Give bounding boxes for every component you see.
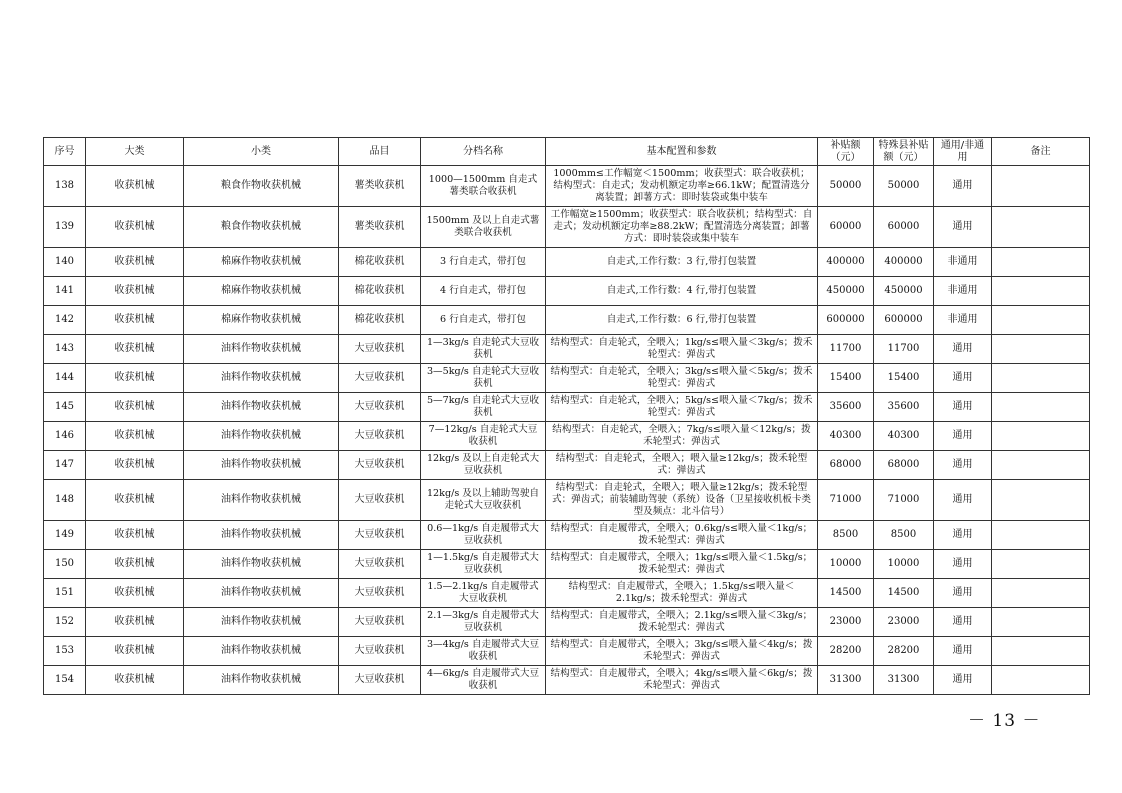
grade-name-cell: 12kg/s 及以上自走轮式大豆收获机: [421, 451, 546, 480]
general-cell: 通用: [934, 166, 992, 207]
note-cell: [992, 550, 1090, 579]
params-cell: 结构型式：自走履带式，全喂入；2.1kg/s≤喂入量＜3kg/s；拨禾轮型式：弹齿式: [546, 608, 818, 637]
row-number-cell: 144: [44, 364, 86, 393]
item-cell: 薯类收获机: [339, 166, 421, 207]
table-row: [44, 306, 1090, 335]
row-number-cell: 138: [44, 166, 86, 207]
table-header-row: [44, 138, 1090, 166]
category-cell: 收获机械: [86, 451, 184, 480]
subsidy-cell: 11700: [818, 335, 874, 364]
special-subsidy-cell: 60000: [874, 207, 934, 248]
general-cell: 通用: [934, 637, 992, 666]
table-body: [44, 166, 1090, 695]
category-cell: 收获机械: [86, 579, 184, 608]
special-subsidy-cell: 14500: [874, 579, 934, 608]
subcategory-cell: 棉麻作物收获机械: [184, 306, 339, 335]
general-cell: 通用: [934, 579, 992, 608]
note-cell: [992, 207, 1090, 248]
item-cell: 大豆收获机: [339, 364, 421, 393]
note-cell: [992, 248, 1090, 277]
table-row: [44, 393, 1090, 422]
note-cell: [992, 480, 1090, 521]
category-cell: 收获机械: [86, 207, 184, 248]
table-row: [44, 451, 1090, 480]
item-cell: 大豆收获机: [339, 335, 421, 364]
general-cell: 通用: [934, 335, 992, 364]
grade-name-cell: 12kg/s 及以上辅助驾驶自走轮式大豆收获机: [421, 480, 546, 521]
table-row: [44, 277, 1090, 306]
row-number-cell: 148: [44, 480, 86, 521]
header-cell: 分档名称: [421, 138, 546, 166]
grade-name-cell: 1—1.5kg/s 自走履带式大豆收获机: [421, 550, 546, 579]
params-cell: 结构型式：自走履带式，全喂入；1.5kg/s≤喂入量＜2.1kg/s；拨禾轮型式：弹齿式: [546, 579, 818, 608]
subsidy-cell: 400000: [818, 248, 874, 277]
note-cell: [992, 393, 1090, 422]
table-row: [44, 422, 1090, 451]
grade-name-cell: 1000—1500mm 自走式薯类联合收获机: [421, 166, 546, 207]
note-cell: [992, 277, 1090, 306]
category-cell: 收获机械: [86, 480, 184, 521]
special-subsidy-cell: 28200: [874, 637, 934, 666]
params-cell: 结构型式：自走履带式，全喂入；0.6kg/s≤喂入量＜1kg/s；拨禾轮型式：弹齿式: [546, 521, 818, 550]
subcategory-cell: 棉麻作物收获机械: [184, 248, 339, 277]
grade-name-cell: 1.5—2.1kg/s 自走履带式大豆收获机: [421, 579, 546, 608]
grade-name-cell: 1—3kg/s 自走轮式大豆收获机: [421, 335, 546, 364]
subsidy-cell: 600000: [818, 306, 874, 335]
note-cell: [992, 637, 1090, 666]
table-row: [44, 207, 1090, 248]
subcategory-cell: 棉麻作物收获机械: [184, 277, 339, 306]
header-cell: 小类: [184, 138, 339, 166]
general-cell: 通用: [934, 666, 992, 695]
category-cell: 收获机械: [86, 306, 184, 335]
grade-name-cell: 7—12kg/s 自走轮式大豆收获机: [421, 422, 546, 451]
row-number-cell: 142: [44, 306, 86, 335]
subcategory-cell: 油料作物收获机械: [184, 422, 339, 451]
table-row: [44, 335, 1090, 364]
general-cell: 通用: [934, 451, 992, 480]
header-cell: 备注: [992, 138, 1090, 166]
grade-name-cell: 1500mm 及以上自走式薯类联合收获机: [421, 207, 546, 248]
general-cell: 通用: [934, 393, 992, 422]
params-cell: 结构型式：自走履带式，全喂入；1kg/s≤喂入量＜1.5kg/s；拨禾轮型式：弹齿式: [546, 550, 818, 579]
params-cell: 结构型式：自走轮式，全喂入；7kg/s≤喂入量＜12kg/s；拨禾轮型式：弹齿式: [546, 422, 818, 451]
header-cell: 品目: [339, 138, 421, 166]
special-subsidy-cell: 40300: [874, 422, 934, 451]
note-cell: [992, 521, 1090, 550]
subsidy-cell: 23000: [818, 608, 874, 637]
general-cell: 通用: [934, 480, 992, 521]
category-cell: 收获机械: [86, 248, 184, 277]
row-number-cell: 154: [44, 666, 86, 695]
row-number-cell: 141: [44, 277, 86, 306]
table-row: [44, 550, 1090, 579]
header-cell: 通用/非通用: [934, 138, 992, 166]
general-cell: 通用: [934, 207, 992, 248]
subcategory-cell: 油料作物收获机械: [184, 480, 339, 521]
row-number-cell: 149: [44, 521, 86, 550]
params-cell: 结构型式：自走轮式，全喂入；1kg/s≤喂入量＜3kg/s；拨禾轮型式：弹齿式: [546, 335, 818, 364]
special-subsidy-cell: 600000: [874, 306, 934, 335]
item-cell: 薯类收获机: [339, 207, 421, 248]
subcategory-cell: 油料作物收获机械: [184, 550, 339, 579]
special-subsidy-cell: 71000: [874, 480, 934, 521]
note-cell: [992, 364, 1090, 393]
item-cell: 大豆收获机: [339, 608, 421, 637]
subcategory-cell: 油料作物收获机械: [184, 637, 339, 666]
note-cell: [992, 579, 1090, 608]
row-number-cell: 143: [44, 335, 86, 364]
subcategory-cell: 油料作物收获机械: [184, 335, 339, 364]
grade-name-cell: 0.6—1kg/s 自走履带式大豆收获机: [421, 521, 546, 550]
table-row: [44, 364, 1090, 393]
grade-name-cell: 4 行自走式，带打包: [421, 277, 546, 306]
row-number-cell: 151: [44, 579, 86, 608]
category-cell: 收获机械: [86, 393, 184, 422]
table-row: [44, 480, 1090, 521]
header-cell: 序号: [44, 138, 86, 166]
note-cell: [992, 451, 1090, 480]
category-cell: 收获机械: [86, 422, 184, 451]
item-cell: 棉花收获机: [339, 306, 421, 335]
subsidy-cell: 71000: [818, 480, 874, 521]
grade-name-cell: 5—7kg/s 自走轮式大豆收获机: [421, 393, 546, 422]
category-cell: 收获机械: [86, 364, 184, 393]
subsidy-cell: 450000: [818, 277, 874, 306]
subcategory-cell: 油料作物收获机械: [184, 451, 339, 480]
note-cell: [992, 422, 1090, 451]
category-cell: 收获机械: [86, 637, 184, 666]
general-cell: 通用: [934, 422, 992, 451]
table-row: [44, 608, 1090, 637]
note-cell: [992, 608, 1090, 637]
grade-name-cell: 3—4kg/s 自走履带式大豆收获机: [421, 637, 546, 666]
item-cell: 棉花收获机: [339, 277, 421, 306]
params-cell: 自走式,工作行数：6 行,带打包装置: [546, 306, 818, 335]
item-cell: 大豆收获机: [339, 422, 421, 451]
subsidy-cell: 50000: [818, 166, 874, 207]
note-cell: [992, 666, 1090, 695]
subsidy-cell: 40300: [818, 422, 874, 451]
item-cell: 大豆收获机: [339, 393, 421, 422]
special-subsidy-cell: 10000: [874, 550, 934, 579]
grade-name-cell: 3—5kg/s 自走轮式大豆收获机: [421, 364, 546, 393]
params-cell: 自走式,工作行数：3 行,带打包装置: [546, 248, 818, 277]
subcategory-cell: 油料作物收获机械: [184, 364, 339, 393]
special-subsidy-cell: 35600: [874, 393, 934, 422]
subcategory-cell: 油料作物收获机械: [184, 666, 339, 695]
row-number-cell: 152: [44, 608, 86, 637]
header-cell: 大类: [86, 138, 184, 166]
subsidy-cell: 31300: [818, 666, 874, 695]
category-cell: 收获机械: [86, 666, 184, 695]
table-row: [44, 579, 1090, 608]
params-cell: 结构型式：自走轮式，全喂入；3kg/s≤喂入量＜5kg/s；拨禾轮型式：弹齿式: [546, 364, 818, 393]
special-subsidy-cell: 23000: [874, 608, 934, 637]
general-cell: 通用: [934, 550, 992, 579]
grade-name-cell: 6 行自走式，带打包: [421, 306, 546, 335]
row-number-cell: 140: [44, 248, 86, 277]
params-cell: 1000mm≤工作幅宽＜1500mm；收获型式：联合收获机；结构型式：自走式；发动机额定功率≥66.1kW；配置清选分离装置；卸薯方式：即时装袋或集中装车: [546, 166, 818, 207]
table-row: [44, 666, 1090, 695]
category-cell: 收获机械: [86, 608, 184, 637]
subcategory-cell: 油料作物收获机械: [184, 608, 339, 637]
params-cell: 结构型式：自走轮式，全喂入；喂入量≥12kg/s；拨禾轮型式：弹齿式；前装辅助驾驶（系统）设备（卫星接收机板卡类型及频点：北斗信号）: [546, 480, 818, 521]
general-cell: 非通用: [934, 248, 992, 277]
subcategory-cell: 粮食作物收获机械: [184, 166, 339, 207]
subsidy-cell: 15400: [818, 364, 874, 393]
special-subsidy-cell: 8500: [874, 521, 934, 550]
header-cell: 补贴额（元）: [818, 138, 874, 166]
row-number-cell: 150: [44, 550, 86, 579]
params-cell: 自走式,工作行数：4 行,带打包装置: [546, 277, 818, 306]
general-cell: 通用: [934, 521, 992, 550]
header-cell: 特殊县补贴额（元）: [874, 138, 934, 166]
subcategory-cell: 油料作物收获机械: [184, 579, 339, 608]
subsidy-cell: 8500: [818, 521, 874, 550]
grade-name-cell: 2.1—3kg/s 自走履带式大豆收获机: [421, 608, 546, 637]
params-cell: 结构型式：自走轮式，全喂入；喂入量≥12kg/s；拨禾轮型式：弹齿式: [546, 451, 818, 480]
special-subsidy-cell: 50000: [874, 166, 934, 207]
item-cell: 大豆收获机: [339, 637, 421, 666]
subcategory-cell: 油料作物收获机械: [184, 521, 339, 550]
grade-name-cell: 4—6kg/s 自走履带式大豆收获机: [421, 666, 546, 695]
subsidy-cell: 10000: [818, 550, 874, 579]
row-number-cell: 145: [44, 393, 86, 422]
header-cell: 基本配置和参数: [546, 138, 818, 166]
item-cell: 棉花收获机: [339, 248, 421, 277]
subsidy-cell: 60000: [818, 207, 874, 248]
special-subsidy-cell: 68000: [874, 451, 934, 480]
special-subsidy-cell: 31300: [874, 666, 934, 695]
special-subsidy-cell: 11700: [874, 335, 934, 364]
item-cell: 大豆收获机: [339, 666, 421, 695]
category-cell: 收获机械: [86, 550, 184, 579]
subcategory-cell: 粮食作物收获机械: [184, 207, 339, 248]
params-cell: 结构型式：自走轮式，全喂入；5kg/s≤喂入量＜7kg/s；拨禾轮型式：弹齿式: [546, 393, 818, 422]
item-cell: 大豆收获机: [339, 550, 421, 579]
subsidy-cell: 35600: [818, 393, 874, 422]
item-cell: 大豆收获机: [339, 521, 421, 550]
item-cell: 大豆收获机: [339, 579, 421, 608]
special-subsidy-cell: 400000: [874, 248, 934, 277]
subcategory-cell: 油料作物收获机械: [184, 393, 339, 422]
category-cell: 收获机械: [86, 166, 184, 207]
subsidy-cell: 68000: [818, 451, 874, 480]
note-cell: [992, 166, 1090, 207]
grade-name-cell: 3 行自走式，带打包: [421, 248, 546, 277]
row-number-cell: 146: [44, 422, 86, 451]
table-row: [44, 248, 1090, 277]
general-cell: 通用: [934, 608, 992, 637]
table-row: [44, 521, 1090, 550]
row-number-cell: 147: [44, 451, 86, 480]
item-cell: 大豆收获机: [339, 480, 421, 521]
general-cell: 非通用: [934, 277, 992, 306]
table-row: [44, 637, 1090, 666]
params-cell: 结构型式：自走履带式，全喂入；3kg/s≤喂入量＜4kg/s；拨禾轮型式：弹齿式: [546, 637, 818, 666]
subsidy-cell: 28200: [818, 637, 874, 666]
page-number: － 13 －: [968, 711, 1041, 731]
subsidy-cell: 14500: [818, 579, 874, 608]
category-cell: 收获机械: [86, 521, 184, 550]
special-subsidy-cell: 15400: [874, 364, 934, 393]
params-cell: 工作幅宽≥1500mm；收获型式：联合收获机；结构型式：自走式；发动机额定功率≥88.2kW；配置清选分离装置；卸薯方式：即时装袋或集中装车: [546, 207, 818, 248]
note-cell: [992, 335, 1090, 364]
general-cell: 通用: [934, 364, 992, 393]
note-cell: [992, 306, 1090, 335]
general-cell: 非通用: [934, 306, 992, 335]
category-cell: 收获机械: [86, 335, 184, 364]
subsidy-table: [43, 137, 1090, 695]
category-cell: 收获机械: [86, 277, 184, 306]
params-cell: 结构型式：自走履带式，全喂入；4kg/s≤喂入量＜6kg/s；拨禾轮型式：弹齿式: [546, 666, 818, 695]
row-number-cell: 139: [44, 207, 86, 248]
table-row: [44, 166, 1090, 207]
special-subsidy-cell: 450000: [874, 277, 934, 306]
item-cell: 大豆收获机: [339, 451, 421, 480]
row-number-cell: 153: [44, 637, 86, 666]
